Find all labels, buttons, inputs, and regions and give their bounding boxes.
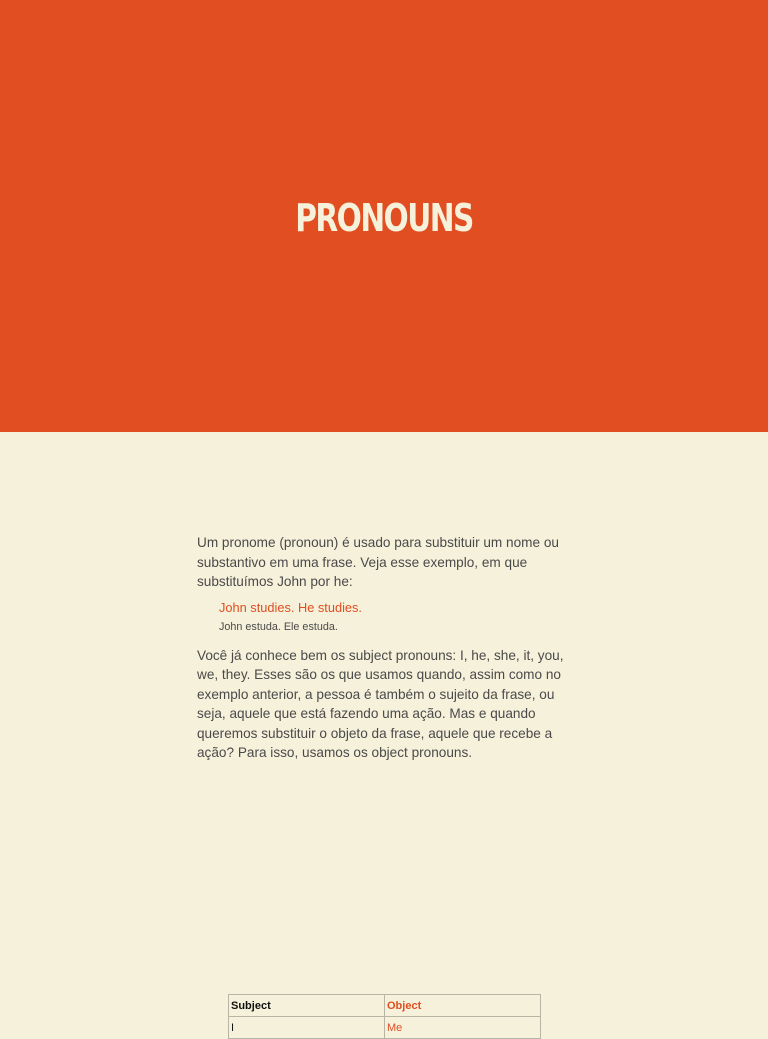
example-block (219, 599, 577, 635)
header-subject: Subject (229, 995, 385, 1017)
table-header-row (229, 995, 541, 1017)
table-row (229, 1017, 541, 1039)
pronouns-table (228, 994, 541, 1039)
cell-subject: I (229, 1017, 385, 1039)
intro-paragraph: Um pronome (pronoun) é usado para substituir um nome ou substantivo em uma frase. Veja esse exemplo, em que substituímos John por he: (197, 535, 559, 589)
header-object: Object (385, 995, 541, 1017)
cell-object: Me (385, 1017, 541, 1039)
example-english: John studies. He studies. (219, 599, 362, 615)
hero-banner (0, 0, 768, 432)
article-body (197, 533, 577, 763)
explanation-paragraph: Você já conhece bem os subject pronouns: I, he, she, it, you, we, they. Esses são os que usamos quando, assim como no exemplo anterior, a pessoa é também o sujeito da frase, ou seja, aquele que está fazendo uma ação. Mas e quando queremos substituir o objeto da frase, aquele que recebe a ação? Para isso, usamos os object pronouns. (197, 647, 564, 760)
example-portuguese: John estuda. Ele estuda. (219, 620, 338, 633)
page-title: PRONOUNS (295, 196, 473, 240)
